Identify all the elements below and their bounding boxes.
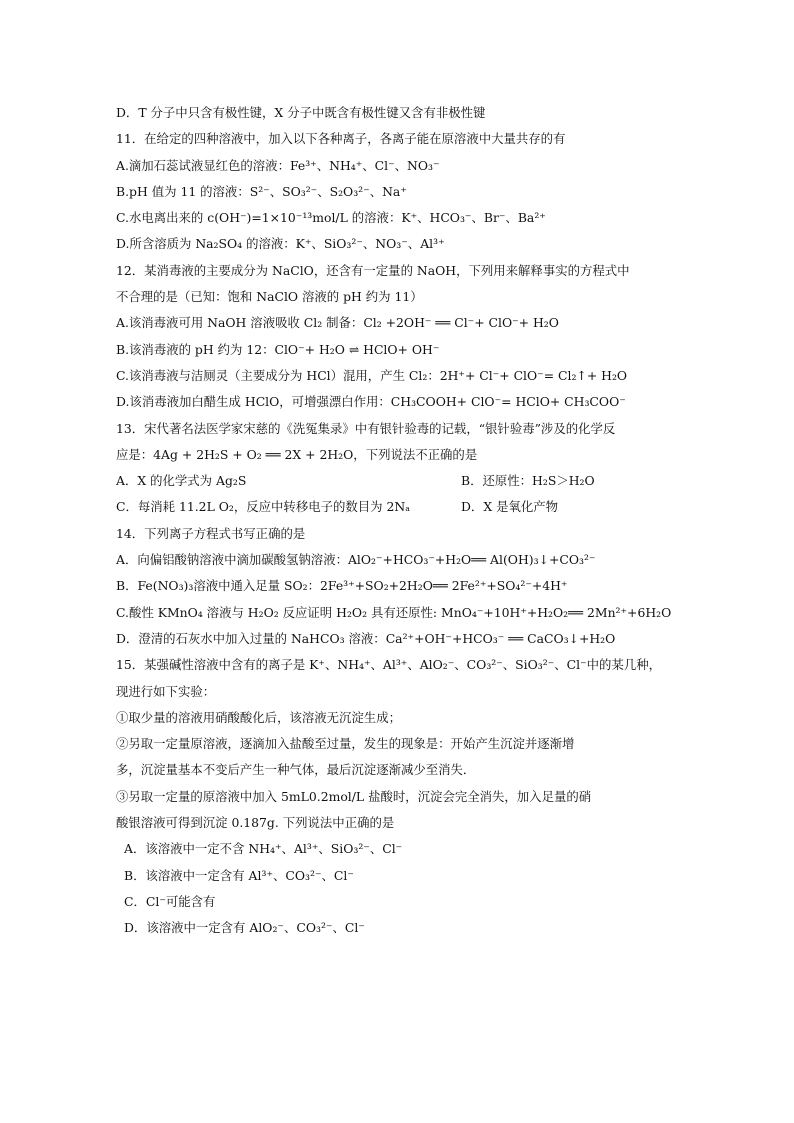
q13-stem-line2: 应是：4Ag + 2H₂S + O₂ ══ 2X + 2H₂O，下列说法不正确的是 <box>116 446 478 462</box>
q13-option-c: C．每消耗 11.2L O₂，反应中转移电子的数目为 2Nₐ <box>116 499 410 515</box>
q15-option-b: B．该溶液中一定含有 Al³⁺、CO₃²⁻、Cl⁻ <box>124 867 354 883</box>
q14-option-b: B．Fe(NO₃)₃溶液中通入足量 SO₂：2Fe³⁺+SO₂+2H₂O══ 2Fe²⁺+SO₄²⁻+4H⁺ <box>116 578 568 594</box>
q14-stem: 14．下列离子方程式书写正确的是 <box>116 525 306 541</box>
q15-stem-line1: 15．某强碱性溶液中含有的离子是 K⁺、NH₄⁺、Al³⁺、AlO₂⁻、CO₃²⁻、SiO₃²⁻、Cl⁻中的某几种， <box>116 657 661 673</box>
q13-option-a: A．X 的化学式为 Ag₂S <box>116 473 247 489</box>
q15-option-a: A．该溶液中一定不含 NH₄⁺、Al³⁺、SiO₃²⁻、Cl⁻ <box>124 841 403 857</box>
q11-option-a: A.滴加石蕊试液显红色的溶液：Fe³⁺、NH₄⁺、Cl⁻、NO₃⁻ <box>116 157 440 173</box>
q13-option-b: B．还原性：H₂S＞H₂O <box>461 473 595 489</box>
q11-option-d: D.所含溶质为 Na₂SO₄ 的溶液：K⁺、SiO₃²⁻、NO₃⁻、Al³⁺ <box>116 236 445 252</box>
q10-option-d: D．T 分子中只含有极性键，X 分子中既含有极性键又含有非极性键 <box>116 105 486 120</box>
q13-stem-line1: 13．宋代著名法医学家宋慈的《洗冤集录》中有银针验毒的记载，“银针验毒”涉及的化学反 <box>116 420 616 436</box>
q15-step-3-line2: 酸银溶液可得到沉淀 0.187g. 下列说法中正确的是 <box>116 815 395 831</box>
q11-option-b: B.pH 值为 11 的溶液：S²⁻、SO₃²⁻、S₂O₃²⁻、Na⁺ <box>116 183 407 199</box>
q12-stem-line2: 不合理的是（已知：饱和 NaClO 溶液的 pH 约为 11） <box>116 289 423 305</box>
q11-stem: 11．在给定的四种溶液中，加入以下各种离子，各离子能在原溶液中大量共存的有 <box>116 131 566 147</box>
q15-step-3-line1: ③另取一定量的原溶液中加入 5mL0.2mol/L 盐酸时，沉淀会完全消失，加入足量的硝 <box>116 788 592 804</box>
q13-option-d: D．X 是氧化产物 <box>461 499 559 515</box>
exam-page <box>116 100 696 942</box>
q12-option-d: D.该消毒液加白醋生成 HClO，可增强漂白作用：CH₃COOH+ ClO⁻= HClO+ CH₃COO⁻ <box>116 394 626 410</box>
q12-option-c: C.该消毒液与洁厕灵（主要成分为 HCl）混用，产生 Cl₂：2H⁺+ Cl⁻+ ClO⁻= Cl₂↑+ H₂O <box>116 367 628 383</box>
q15-step-1: ①取少量的溶液用硝酸酸化后，该溶液无沉淀生成； <box>116 709 401 725</box>
q12-stem-line1: 12．某消毒液的主要成分为 NaClO，还含有一定量的 NaOH，下列用来解释事实的方程式中 <box>116 262 630 278</box>
q15-step-2-line2: 多，沉淀量基本不变后产生一种气体，最后沉淀逐渐减少至消失． <box>116 762 476 778</box>
q13-options-row2 <box>116 494 696 520</box>
q15-step-2-line1: ②另取一定量原溶液，逐滴加入盐酸至过量，发生的现象是：开始产生沉淀并逐渐增 <box>116 736 575 752</box>
q13-options-row1 <box>116 468 696 494</box>
q15-option-c: C．Cl⁻可能含有 <box>124 893 216 909</box>
q15-option-d: D．该溶液中一定含有 AlO₂⁻、CO₃²⁻、Cl⁻ <box>124 920 365 936</box>
q14-option-d: D．澄清的石灰水中加入过量的 NaHCO₃ 溶液：Ca²⁺+OH⁻+HCO₃⁻ ══ CaCO₃↓+H₂O <box>116 630 616 646</box>
q14-option-a: A．向偏铝酸钠溶液中滴加碳酸氢钠溶液：AlO₂⁻+HCO₃⁻+H₂O══ Al(OH)₃↓+CO₃²⁻ <box>116 552 596 568</box>
q12-option-b: B.该消毒液的 pH 约为 12：ClO⁻+ H₂O ⇌ HClO+ OH⁻ <box>116 341 440 357</box>
q11-option-c: C.水电离出来的 c(OH⁻)=1×10⁻¹³mol/L 的溶液：K⁺、HCO₃⁻、Br⁻、Ba²⁺ <box>116 210 546 226</box>
q14-option-c: C.酸性 KMnO₄ 溶液与 H₂O₂ 反应证明 H₂O₂ 具有还原性: MnO₄⁻+10H⁺+H₂O₂══ 2Mn²⁺+6H₂O <box>116 604 672 620</box>
q12-option-a: A.该消毒液可用 NaOH 溶液吸收 Cl₂ 制备：Cl₂ +2OH⁻ ══ Cl⁻+ ClO⁻+ H₂O <box>116 315 559 331</box>
q15-stem-line2: 现进行如下实验： <box>116 683 216 699</box>
